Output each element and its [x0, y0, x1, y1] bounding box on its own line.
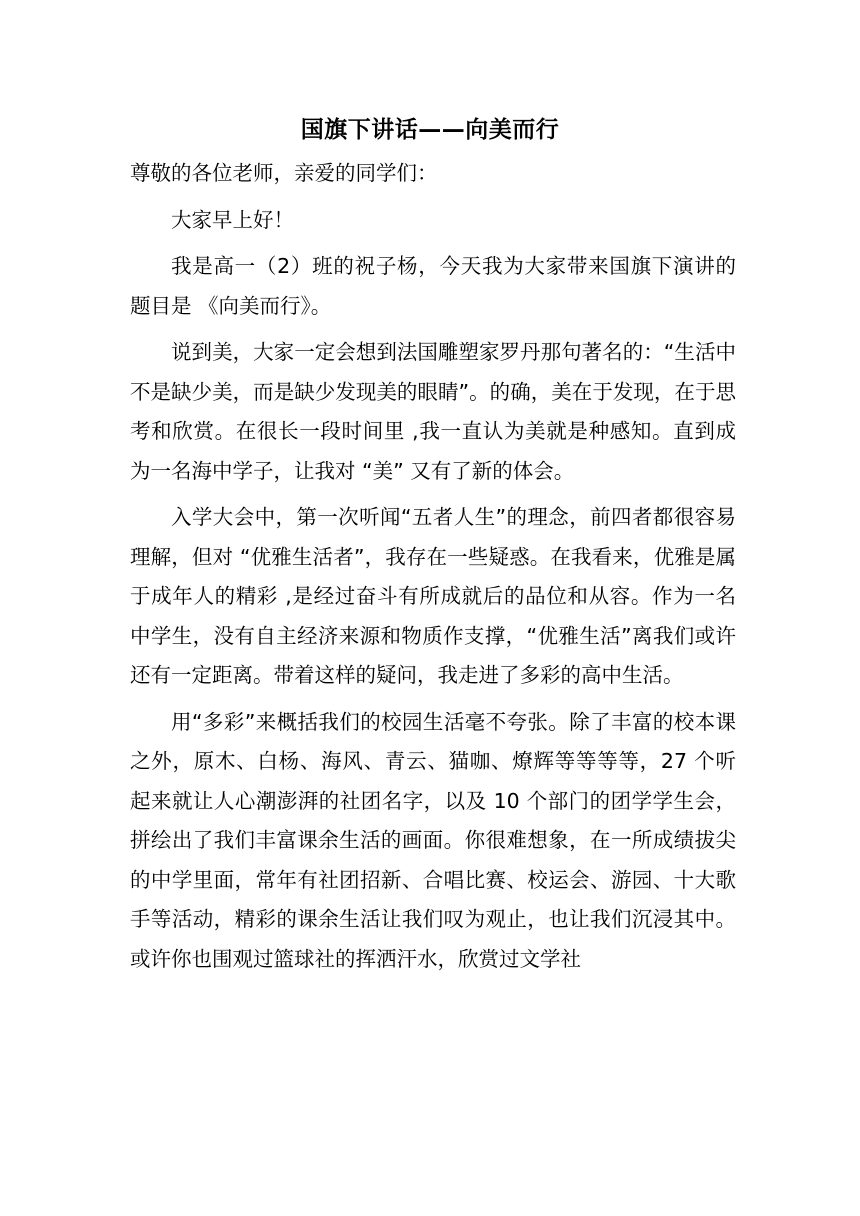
document-body — [130, 154, 736, 986]
paragraph-introduction: 我是高一（2）班的祝子杨，今天我为大家带来国旗下演讲的题目是 《向美而行》。 — [130, 254, 736, 318]
paragraph-greeting: 大家早上好！ — [171, 207, 294, 232]
paragraph-five-lives: 入学大会中，第一次听闻“五者人生”的理念，前四者都很容易理解，但对 “优雅生活者”，我存在一些疑惑。在我看来，优雅是属于成年人的精彩 ,是经过奋斗有所成就后的品位和从容。作为一名中学生，没有自主经济来源和物质作支撑，“优雅生活”离我们或许还有一定距离。带着这样的疑问，我走进了多彩的高中生活。 — [130, 505, 736, 687]
paragraph-rodin-quote: 说到美，大家一定会想到法国雕塑家罗丹那句著名的：“生活中不是缺少美，而是缺少发现美的眼睛”。的确，美在于发现，在于思考和欣赏。在很长一段时间里 ,我一直认为美就是种感知。直到成为一名海中学子，让我对 “美” 又有了新的体会。 — [130, 340, 736, 483]
paragraph-colorful-life: 用“多彩”来概括我们的校园生活毫不夸张。除了丰富的校本课之外，原木、白杨、海风、青云、猫咖、燎辉等等等等，27 个听起来就让人心潮澎湃的社团名字，以及 10 个部门的团学学生会，拼绘出了我们丰富课余生活的画面。你很难想象，在一所成绩拔尖的中学里面，常年有社团招新、合唱比赛、校运会、游园、十大歌手等活动，精彩的课余生活让我们叹为观止，也让我们沉浸其中。或许你也围观过篮球社的挥洒汗水，欣赏过文学社 — [130, 709, 736, 971]
document-title: 国旗下讲话——向美而行 — [300, 117, 560, 143]
salutation: 尊敬的各位老师，亲爱的同学们： — [130, 161, 438, 185]
